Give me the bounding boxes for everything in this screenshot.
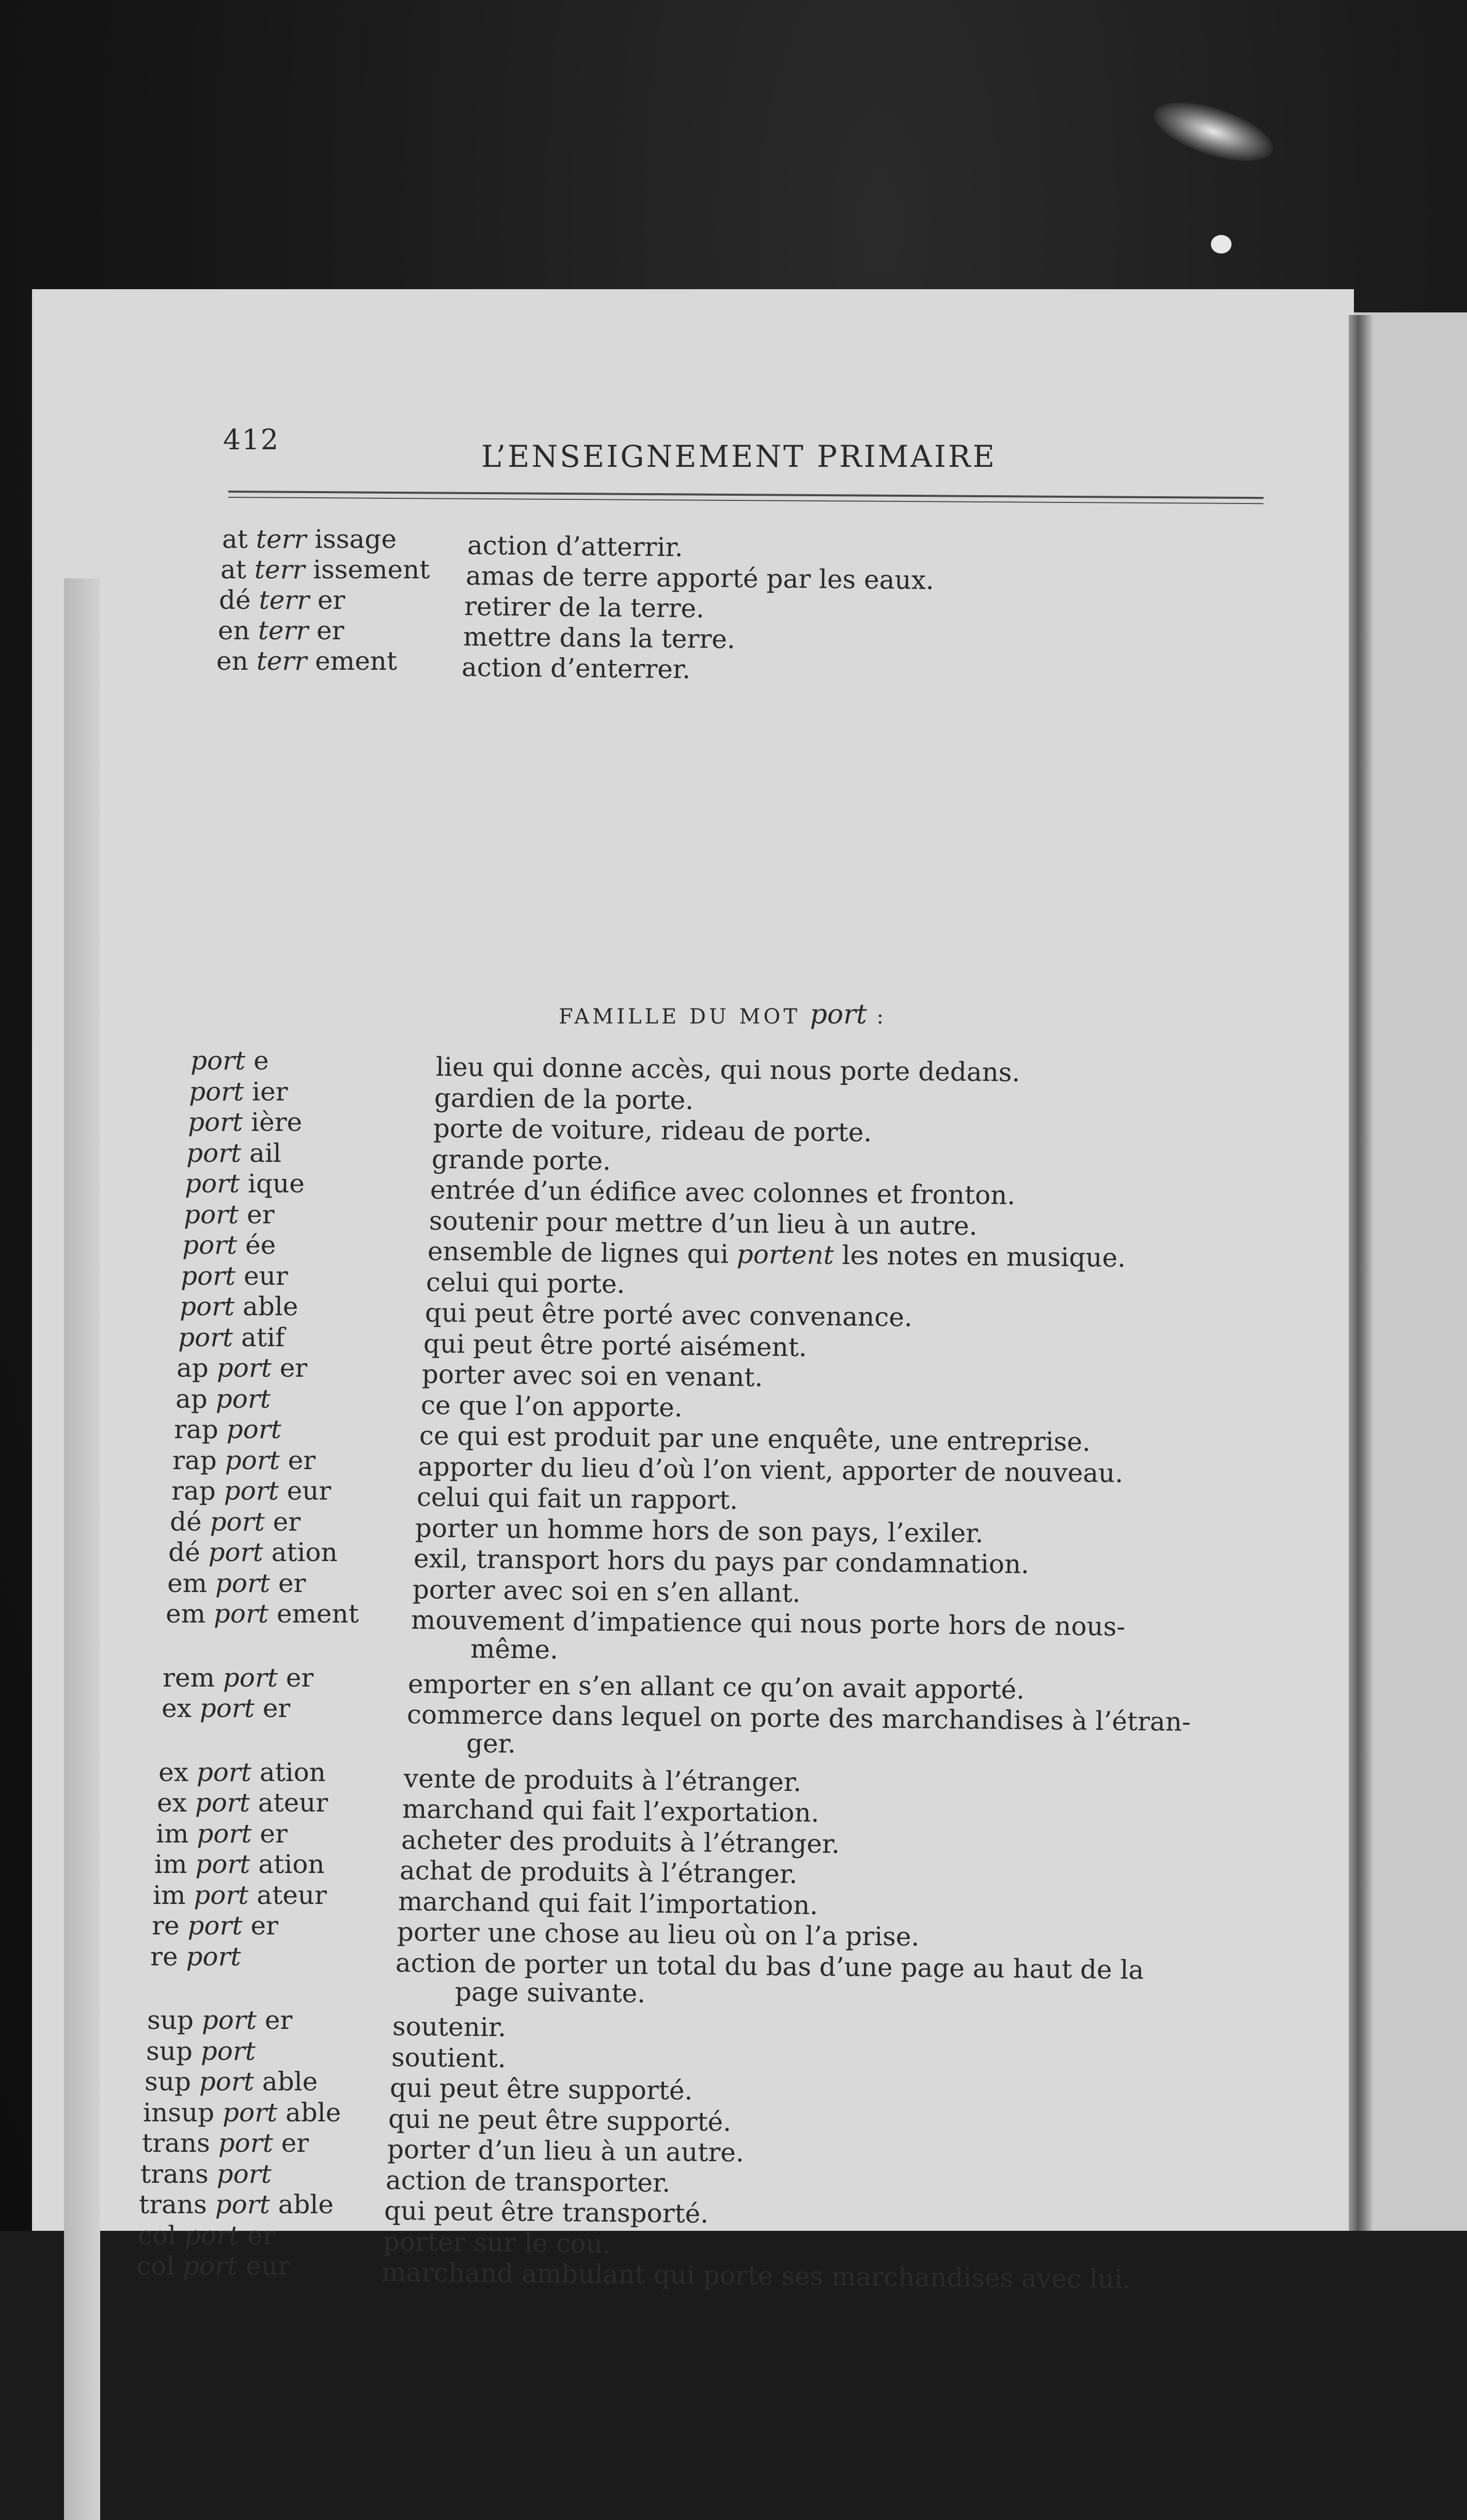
entry-term bbox=[176, 1384, 271, 1414]
term-prefix: ex bbox=[157, 1788, 195, 1818]
term-root: port bbox=[189, 1076, 244, 1107]
term-suffix: eur bbox=[235, 1261, 288, 1291]
term-prefix: dé bbox=[219, 585, 259, 615]
entry-definition bbox=[383, 2227, 611, 2259]
term-root: terr bbox=[259, 585, 309, 615]
term-prefix: at bbox=[220, 555, 255, 585]
entry-term bbox=[136, 2251, 290, 2281]
definition-text: celui qui fait un rapport. bbox=[416, 1482, 738, 1515]
definition-text: soutenir pour mettre d’un lieu à un autre. bbox=[429, 1205, 977, 1241]
entry-term bbox=[177, 1353, 307, 1383]
entry-term bbox=[188, 1107, 302, 1137]
entry-term bbox=[145, 2067, 318, 2097]
definition-text: action de porter un total du bas d’une page au haut de la bbox=[395, 1947, 1144, 1985]
entry-definition bbox=[418, 1452, 1124, 1488]
page-number: 412 bbox=[223, 423, 280, 456]
term-suffix: ique bbox=[240, 1169, 305, 1199]
entry-term bbox=[189, 1077, 288, 1107]
term-suffix: ement bbox=[307, 646, 397, 676]
term-prefix: rap bbox=[172, 1445, 225, 1475]
entry-term bbox=[142, 2128, 309, 2158]
term-suffix: ateur bbox=[249, 1788, 328, 1818]
definition-text: ensemble de lignes qui bbox=[427, 1236, 737, 1269]
definition-text: action de transporter. bbox=[385, 2165, 671, 2198]
term-suffix: er bbox=[264, 1506, 301, 1537]
definition-text: vente de produits à l’étranger. bbox=[403, 1763, 802, 1797]
definition-text: commerce dans lequel on porte des marchandises à l’étran- bbox=[406, 1699, 1191, 1737]
term-suffix: able bbox=[277, 2097, 341, 2128]
entry-term bbox=[180, 1292, 298, 1321]
term-suffix: atif bbox=[233, 1322, 285, 1352]
term-prefix: ex bbox=[159, 1757, 197, 1787]
term-root: port bbox=[200, 2036, 256, 2066]
entry-term bbox=[186, 1138, 281, 1168]
term-suffix: able bbox=[234, 1292, 298, 1321]
definition-text: qui ne peut être supporté. bbox=[388, 2103, 732, 2137]
entry-definition-continued: page suivante. bbox=[454, 1976, 646, 2009]
term-root: port bbox=[215, 1383, 271, 1414]
definition-text: action d’atterrir. bbox=[467, 530, 683, 563]
term-root: port bbox=[186, 1138, 242, 1168]
entry-term bbox=[182, 1230, 276, 1260]
entry-term bbox=[185, 1169, 305, 1199]
term-suffix: eur bbox=[278, 1476, 332, 1506]
term-root: port bbox=[194, 1880, 249, 1910]
term-root: port bbox=[218, 2128, 273, 2158]
term-suffix: er bbox=[239, 2220, 275, 2250]
definition-text: entrée d’un édifice avec colonnes et fronton. bbox=[430, 1175, 1016, 1210]
entry-definition bbox=[463, 622, 735, 654]
entry-definition-continued: même. bbox=[470, 1634, 559, 1665]
term-root: port bbox=[195, 1849, 250, 1879]
term-suffix: ation bbox=[263, 1537, 338, 1567]
entry-definition bbox=[413, 1574, 801, 1608]
definition-text: marchand qui fait l’importation. bbox=[398, 1886, 818, 1920]
entry-definition bbox=[401, 1825, 840, 1859]
entry-definition bbox=[397, 1917, 920, 1952]
entry-definition bbox=[400, 1855, 798, 1889]
entry-term bbox=[184, 1200, 275, 1230]
entry-definition bbox=[419, 1421, 1091, 1457]
entry-definition bbox=[402, 1794, 819, 1828]
term-root: port bbox=[223, 1662, 278, 1693]
entry-definition bbox=[422, 1359, 763, 1392]
entry-definition bbox=[434, 1083, 694, 1115]
entry-definition bbox=[432, 1144, 611, 1176]
entry-term bbox=[156, 1819, 288, 1849]
term-suffix: er bbox=[239, 1199, 275, 1230]
term-root: port bbox=[182, 1230, 238, 1260]
term-root: terr bbox=[256, 524, 307, 554]
entry-term bbox=[150, 1942, 241, 1972]
term-prefix: at bbox=[222, 524, 256, 554]
running-head: L’ENSEIGNEMENT PRIMAIRE bbox=[481, 439, 997, 474]
entry-term bbox=[159, 1757, 326, 1787]
term-prefix: trans bbox=[140, 2159, 217, 2189]
term-root: port bbox=[226, 1414, 281, 1444]
term-root: port bbox=[196, 1757, 251, 1787]
definition-text: exil, transport hors du pays par condamnation. bbox=[413, 1544, 1030, 1580]
entry-definition bbox=[464, 591, 705, 623]
definition-text: soutient. bbox=[391, 2042, 507, 2073]
term-root: port bbox=[184, 1199, 239, 1230]
term-root: port bbox=[201, 2005, 257, 2035]
definition-text: porter un homme hors de son pays, l’exiler. bbox=[415, 1513, 984, 1549]
definition-text: retirer de la terre. bbox=[464, 591, 705, 624]
definition-text: soutenir. bbox=[392, 2011, 507, 2043]
term-suffix: ier bbox=[244, 1076, 288, 1107]
definition-text: ce qui est produit par une enquête, une entreprise. bbox=[419, 1421, 1091, 1457]
definition-text: apporter du lieu d’où l’on vient, apporter de nouveau. bbox=[417, 1451, 1124, 1488]
entry-term bbox=[218, 616, 344, 645]
entry-term bbox=[152, 1911, 278, 1941]
term-suffix: e bbox=[245, 1046, 269, 1076]
term-root: port bbox=[180, 1292, 235, 1321]
entry-definition bbox=[436, 1052, 1020, 1088]
term-prefix: rap bbox=[174, 1414, 227, 1444]
entry-definition bbox=[386, 2165, 671, 2198]
term-suffix: issement bbox=[305, 555, 430, 585]
entry-definition bbox=[404, 1763, 802, 1797]
term-root: port bbox=[208, 1537, 263, 1567]
term-root: terr bbox=[258, 616, 309, 645]
entry-definition bbox=[408, 1669, 1025, 1705]
term-prefix: col bbox=[138, 2220, 184, 2250]
entry-term bbox=[172, 1445, 316, 1475]
term-root: port bbox=[183, 2251, 238, 2281]
entry-definition bbox=[415, 1513, 984, 1549]
term-root: port bbox=[199, 1693, 255, 1723]
term-prefix: sup bbox=[145, 2067, 199, 2097]
definition-text: les notes en musique. bbox=[833, 1240, 1126, 1273]
term-suffix: er bbox=[309, 585, 345, 615]
entry-definition bbox=[398, 1886, 818, 1920]
term-root: port bbox=[185, 1169, 240, 1199]
term-root: port bbox=[224, 1476, 279, 1506]
entry-term bbox=[174, 1414, 281, 1444]
definition-text: qui peut être supporté. bbox=[389, 2073, 693, 2106]
entry-definition bbox=[391, 2042, 506, 2073]
term-root: port bbox=[178, 1322, 233, 1352]
entry-definition bbox=[421, 1390, 683, 1423]
term-suffix: er bbox=[273, 2128, 309, 2158]
entry-term bbox=[153, 1880, 327, 1910]
entry-definition bbox=[467, 530, 683, 562]
term-suffix: ement bbox=[269, 1599, 359, 1629]
definition-italic: portent bbox=[736, 1239, 834, 1270]
term-root: port bbox=[216, 2159, 272, 2189]
entry-definition-continued: ger. bbox=[466, 1728, 516, 1759]
definition-text: porter sur le cou. bbox=[383, 2226, 611, 2259]
entry-term bbox=[171, 1476, 331, 1506]
entry-definition bbox=[387, 2134, 744, 2168]
entry-definition bbox=[392, 2011, 507, 2042]
term-root: port bbox=[188, 1107, 243, 1137]
definition-text: amas de terre apporté par les eaux. bbox=[465, 561, 935, 595]
entry-definition bbox=[428, 1236, 1126, 1273]
term-prefix: im bbox=[156, 1818, 197, 1849]
term-prefix: trans bbox=[139, 2190, 215, 2219]
term-suffix: issage bbox=[306, 524, 397, 554]
entry-definition bbox=[390, 2073, 693, 2106]
term-suffix: able bbox=[254, 2067, 318, 2097]
definition-text: celui qui porte. bbox=[425, 1267, 625, 1299]
definition-text: gardien de la porte. bbox=[434, 1082, 694, 1115]
term-root: port bbox=[184, 2220, 240, 2250]
term-suffix: ateur bbox=[248, 1880, 327, 1910]
term-root: port bbox=[210, 1506, 265, 1537]
entry-term bbox=[178, 1322, 285, 1352]
definition-text: mouvement d’impatience qui nous porte hors de nous- bbox=[411, 1605, 1126, 1642]
entry-term bbox=[170, 1507, 301, 1537]
family-title bbox=[559, 999, 887, 1030]
term-suffix: able bbox=[270, 2190, 334, 2219]
entry-term bbox=[154, 1849, 325, 1879]
family-title-word: port bbox=[810, 999, 867, 1030]
term-prefix: col bbox=[136, 2251, 183, 2281]
term-root: port bbox=[199, 2067, 254, 2097]
term-suffix: ation bbox=[250, 1849, 325, 1879]
entry-term bbox=[147, 2005, 292, 2035]
entry-definition bbox=[433, 1113, 872, 1147]
term-suffix: eur bbox=[238, 2251, 290, 2281]
entry-definition bbox=[382, 2257, 1131, 2294]
term-root: terr bbox=[254, 555, 305, 585]
entry-definition bbox=[425, 1298, 912, 1332]
entry-term bbox=[140, 2159, 272, 2189]
entry-term bbox=[220, 555, 430, 585]
definition-text: marchand ambulant qui porte ses marchandises avec lui. bbox=[381, 2257, 1131, 2294]
term-root: port bbox=[213, 1599, 269, 1629]
term-prefix: re bbox=[150, 1941, 186, 1972]
entry-definition bbox=[426, 1267, 625, 1299]
term-root: port bbox=[187, 1911, 243, 1941]
term-suffix: er bbox=[271, 1353, 308, 1383]
entry-term bbox=[143, 2098, 341, 2128]
entry-term bbox=[162, 1693, 290, 1723]
term-prefix: rap bbox=[171, 1476, 224, 1506]
definition-text: acheter des produits à l’étranger. bbox=[401, 1824, 840, 1859]
term-prefix: im bbox=[153, 1880, 194, 1910]
page-fold-shadow bbox=[1349, 315, 1373, 2231]
term-prefix: em bbox=[166, 1599, 214, 1629]
term-suffix: ière bbox=[243, 1107, 303, 1137]
term-prefix: sup bbox=[147, 2005, 202, 2035]
entry-term bbox=[216, 646, 397, 676]
term-root: port bbox=[216, 1353, 272, 1383]
entry-definition bbox=[462, 652, 691, 684]
entry-definition bbox=[423, 1329, 807, 1362]
entry-definition bbox=[466, 561, 934, 595]
term-prefix: dé bbox=[170, 1506, 210, 1537]
entry-term bbox=[146, 2036, 256, 2066]
definition-text: qui peut être porté aisément. bbox=[423, 1328, 808, 1362]
definition-text: ce que l’on apporte. bbox=[420, 1390, 683, 1423]
term-prefix: sup bbox=[146, 2036, 201, 2066]
term-root: port bbox=[225, 1445, 280, 1475]
entry-term bbox=[167, 1568, 306, 1598]
term-prefix: im bbox=[154, 1849, 196, 1879]
entry-term bbox=[191, 1046, 269, 1076]
entry-definition bbox=[384, 2196, 709, 2229]
term-suffix: ation bbox=[251, 1757, 326, 1787]
entry-term bbox=[181, 1261, 288, 1291]
entry-term bbox=[219, 585, 345, 615]
term-prefix: en bbox=[218, 616, 258, 645]
term-root: port bbox=[191, 1046, 246, 1076]
entry-definition bbox=[414, 1544, 1030, 1579]
definition-text: action d’enterrer. bbox=[461, 652, 691, 685]
term-prefix: re bbox=[152, 1911, 188, 1941]
definition-text: grande porte. bbox=[431, 1144, 611, 1176]
entry-term bbox=[222, 524, 397, 554]
definition-text: qui peut être porté avec convenance. bbox=[424, 1298, 913, 1333]
definition-text: porte de voiture, rideau de porte. bbox=[433, 1113, 872, 1148]
book-page bbox=[32, 289, 1354, 2294]
entry-term bbox=[166, 1599, 359, 1629]
term-suffix: er bbox=[251, 1818, 288, 1849]
term-suffix: er bbox=[308, 616, 344, 645]
definition-text: porter d’un lieu à un autre. bbox=[387, 2134, 745, 2168]
term-prefix: trans bbox=[142, 2128, 218, 2158]
definition-text: porter avec soi en venant. bbox=[421, 1359, 763, 1393]
definition-text: lieu qui donne accès, qui nous porte dedans. bbox=[435, 1052, 1020, 1088]
term-suffix: ée bbox=[237, 1230, 276, 1260]
term-root: terr bbox=[256, 646, 307, 676]
term-root: port bbox=[222, 2097, 278, 2128]
definition-text: emporter en s’en allant ce qu’on avait apporté. bbox=[407, 1668, 1025, 1705]
term-suffix: er bbox=[279, 1445, 316, 1475]
term-suffix: er bbox=[270, 1568, 306, 1598]
term-prefix: en bbox=[216, 646, 257, 676]
term-suffix: er bbox=[277, 1662, 314, 1693]
term-prefix: ex bbox=[162, 1693, 200, 1723]
entry-term bbox=[168, 1537, 338, 1567]
term-suffix: er bbox=[256, 2005, 293, 2035]
term-prefix: insup bbox=[143, 2097, 223, 2128]
definition-text: achat de produits à l’étranger. bbox=[399, 1855, 798, 1889]
term-suffix: er bbox=[254, 1693, 291, 1723]
term-prefix: rem bbox=[163, 1662, 223, 1693]
entry-term bbox=[163, 1663, 313, 1693]
term-prefix: em bbox=[167, 1568, 215, 1598]
term-root: port bbox=[195, 1788, 250, 1818]
family-title-text: FAMILLE DU MOT bbox=[559, 1005, 800, 1029]
entry-definition bbox=[388, 2104, 732, 2137]
term-prefix: dé bbox=[168, 1537, 209, 1567]
family-title-colon: : bbox=[866, 1005, 887, 1029]
term-root: port bbox=[181, 1261, 236, 1291]
term-suffix: ail bbox=[241, 1138, 281, 1168]
definition-text: porter avec soi en s’en allant. bbox=[412, 1574, 801, 1608]
entry-term bbox=[138, 2220, 275, 2250]
term-suffix: er bbox=[242, 1911, 278, 1941]
entry-definition bbox=[417, 1482, 738, 1515]
entry-definition bbox=[430, 1175, 1016, 1210]
entry-term bbox=[157, 1788, 328, 1818]
term-root: port bbox=[186, 1941, 241, 1972]
entry-definition bbox=[429, 1206, 977, 1241]
entry-term bbox=[139, 2190, 334, 2219]
term-root: port bbox=[215, 1568, 271, 1598]
light-spot bbox=[1211, 235, 1232, 254]
definition-text: qui peut être transporté. bbox=[384, 2196, 709, 2229]
page-content bbox=[32, 289, 1354, 2294]
entry-definition bbox=[407, 1699, 1191, 1737]
definition-text: porter une chose au lieu où on l’a prise. bbox=[397, 1917, 920, 1952]
term-prefix: ap bbox=[177, 1353, 217, 1383]
definition-text: mettre dans la terre. bbox=[463, 622, 736, 655]
definition-text: marchand qui fait l’exportation. bbox=[402, 1794, 819, 1828]
term-root: port bbox=[215, 2190, 270, 2219]
term-root: port bbox=[197, 1818, 252, 1849]
term-prefix: ap bbox=[176, 1383, 216, 1414]
